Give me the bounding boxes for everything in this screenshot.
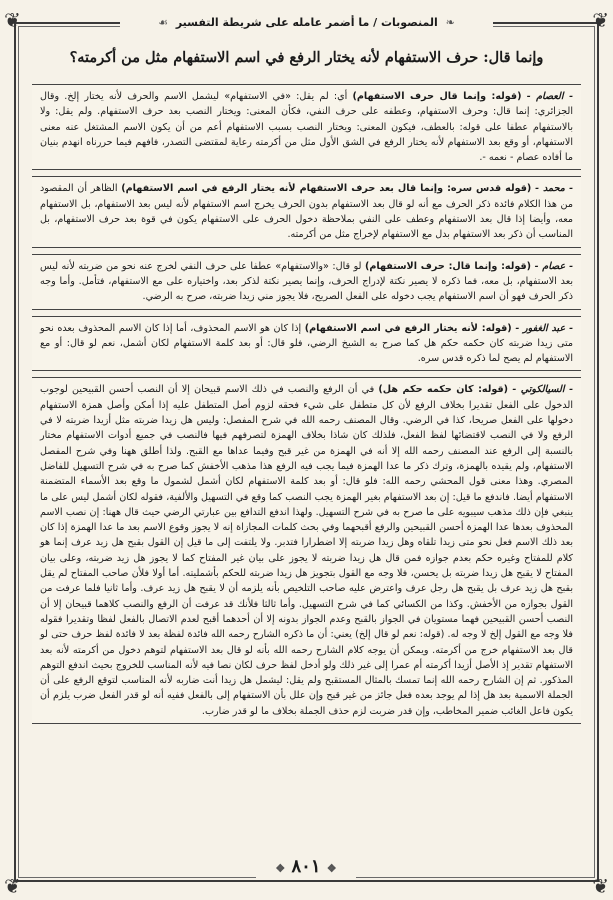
- section-text: إذا كان هو الاسم المحذوف، أما إذا كان الاسم المحذوف بعده نحو متى زيدا ضربته كان حكمه حكم هل كما صرح به الشيخ الرضي، فلو قال: أو بعد كلمة الاستفهام لكان أشمل، نعم لو قال: أو مع الاستفهام لم يصح لما ذكره قدس سره.: [40, 322, 573, 365]
- section-heading: (قوله قدس سره: وإنما قال بعد حرف الاستفهام لأنه يختار الرفع في اسم الاستفهام): [121, 183, 532, 195]
- commentary-section: [32, 316, 581, 372]
- commentary-section: [32, 377, 581, 724]
- commentator-label: - عبد الغفور -: [515, 322, 573, 334]
- page-number-text: ٨٠١: [291, 856, 321, 877]
- commentator-label: - عصام -: [534, 260, 573, 272]
- section-heading: (قوله: وإنما قال: حرف الاستفهام): [364, 260, 532, 272]
- commentary-section: [32, 84, 581, 170]
- running-header: [120, 12, 493, 34]
- ornament-icon: ❖: [326, 862, 337, 875]
- section-text: الظاهر أن المقصود من هذا الكلام فائدة ذكر الحرف مع أنه لو قال بعد الاستفهام بدون الحرف يخرج اسم الاستفهام لأنه ليس بعد الاستفهام، بل الاستفهام معه، وأيضا إذا قال بعد الاستفهام وعطف على النفي بملاحظة دخول الحرف على الاستفهام يكون في قوة بعد حرف الاستفهام، بل المناسب أن ذكر بعد الاستفهام بدل مع الاستفهام لإخراج مثل من أكرمته.: [40, 183, 573, 241]
- section-paragraph: [40, 382, 573, 719]
- section-heading: (قوله: لأنه يختار الرفع في اسم الاستفهام): [304, 322, 512, 334]
- corner-ornament-icon: ❦: [592, 8, 609, 32]
- section-text: أي: لم يقل: «في الاستفهام» ليشمل الاسم والحرف لأنه يختار إلخ. وقال الجزائري: إنما قال: وحرف الاستفهام، وعطفه على حرف النفي، فكأن المعنى: ويختار النصب بعد حرف الاستفهام. ولم يقل: ولا بالاستفهام عطفا على قوله: بالعطف، فيكون المعنى: ويختار النصب بسبب الاستفهام أعم من أن يكون الاسم المشتغل عنه معنى الاستفهام، أو وقع بعد الاستفهام لأنه يختار الرفع في الشق الأول مثل من أكرمته رعاية لمقتضى التصدر، فافهم فيما حررناه انهدم بنيان ما أفاده عصام - نعمه -.: [40, 91, 573, 164]
- section-heading: (قوله: كان حكمه حكم هل): [378, 384, 509, 396]
- running-header-text: المنصوبات / ما أضمر عامله على شريطة التفسير: [175, 16, 438, 29]
- section-paragraph: [40, 259, 573, 305]
- section-paragraph: [40, 321, 573, 367]
- commentator-label: - العصام -: [526, 91, 573, 102]
- commentary-sections: [32, 84, 581, 730]
- corner-ornament-icon: ❦: [4, 8, 21, 32]
- section-text: في أن الرفع والنصب في ذلك الاسم قبيحان إلا أن النصب أحسن القبيحين لوجوب الدخول على الفعل تقديرا بخلاف الرفع لأن كل متطفل على شيء فحقه لزوم أصل المتطفل عليه إذا أمكن وأصل همزة الاستفهام دخولها على الفعل صريحا، كذا في الرضي. وقال المصنف رحمه الله في شرح المفصل: وليس هل زيدا ضربته مثل أزيدا ضربته لا في الرفع ولا في النصب لاقتضائها لفظ الفعل، فلذلك كان شاذا بخلاف الهمزة لتصرفهم فيها فالنصب في جميع أدوات الاستفهام مختار بالنسبة إلى الرفع عند المصنف رحمه الله إلا أنه في الهمزة من غير قبح وفيما عداها مع القبح. ولذا أطلق ههنا وفي شرح المفصل الاستفهام، ولم يقيده بالهمزة، وترك ذكر ما عدا الهمزة فيما يجب فيه الرفع هذا مذهب الأخفش كما صرح به في شرح التسهيل للفاضل المصري. وهذا معنى قول المحشي رحمه الله: فلو قال: أو بعد كلمة الاستفهام لكان أشمل لشمول ما وقع بعد الأسماء المتضمنة الاستفهام أيضا. فاندفع ما قيل: إن بعد الاستفهام بغير الهمزة يجب النصب كما وقع في التسهيل والألفية، فقوله لكان أشمل ليس على ما ينبغي فإن ذلك مذهب سيبويه على ما صرح به في شرح التسهيل. ولهذا اندفع التدافع بين عبارتي الرضي حيث قال ههنا: إن نصب الاسم المحذوف بعدها عدا الهمزة أحسن القبيحين والرفع أقبحهما وفي بحث كلمات المجازاة إنه لا يجوز وقوع الاسم بعد ما عدا الهمزة إذا كان بعد ذلك الاسم فعل نحو متى زيدا تلقاه وهل زيدا ضربته إلا اضطرارا فتدبر. ولا يلتفت إلى ما قيل إن القول بقبح هل زيد عرف إنما هو كلام للمفتاح وغيره حكم بعدم جوازه فمن قال هل زيدا ضربته لا يجوز على بيان غير المفتاح كما لا يجوز هل زيد ضربته، وعلى بيان المفتاح لا يقبح هل زيدا ضربته بل يحسن، فلا وجه مع القول بتجويز هل زيدا ضربته للحكم بأشمليته. أما أولا فلأن صاحب المفتاح لم يقل بقبح هل زيد عرف بل يقبح هل رجل عرف واعترض عليه صاحب التلخيص بأنه يلزمه أن لا يقبح هل زيد عرف. وأما ثانيا فلما عرفت من القول بجوازه من الأخفش. وكذا من الكسائي كما في شرح التسهيل. وأما ثالثا فلأنك قد عرفت أن الرفع والنصب كلاهما قبيحان إلا أن النصب أحسن القبيحين فهما مستويان في الجواز بالقبح وعدم الجواز بدونه إلا أن أحدهما أقبح لعدم الاتصال بالفعل لفظا وتقديرا فقوله فلا وجه مع القول إلخ لا وجه له. (قوله: نعم لو قال إلخ) يعني: أن ما ذكره الشارح رحمه الله فائدة لفظة بعد لا فائدة لفظ حرف حتى لو قال بعد الاستفهام خرج من أكرمته. ويمكن أن يوجه كلام الشارح رحمه الله بأنه لو قال بعد الاستفهام لتوهم دخول من أكرمته لأنه بعد الاستفهام تقدير إذ الأصل أزيدا أكرمته أم عمرا إلى غير ذلك ولو أدخل لفظ حرف لكان نصا فيه لأنه المناسب للخروج بحيث اندفع التوهم المذكور. ثم إن الشارح رحمه الله إنما تمسك بالمثال المستقبح ولم يقل: ليشمل هل زيدا أنت ضاربه لأنه المناسب لتوقع الرفع على أن الجملة الاسمية بعد هل إذا لم يوجد بعده فعل جائز من غير قبح وإن علل بأن الاستفهام إلى بالفعل ففيه أنه لو قدر الفعل ضرب يلزم أن يكون فاعل الغائب ضمير المخاطب، وإن قدر ضربت لزم حذف الجملة بخلاف ما لو قدر ضارب.: [40, 384, 573, 717]
- ornament-icon: ☙: [158, 16, 168, 29]
- section-heading: (قوله: وإنما قال حرف الاستفهام): [352, 91, 522, 102]
- commentary-section: [32, 254, 581, 310]
- ornament-icon: ❧: [445, 16, 455, 29]
- corner-ornament-icon: ❦: [592, 874, 609, 898]
- section-paragraph: [40, 89, 573, 165]
- page-number: [256, 856, 356, 878]
- commentator-label: - السيالكوتي -: [512, 384, 573, 396]
- corner-ornament-icon: ❦: [4, 874, 21, 898]
- ornament-icon: ❖: [275, 862, 286, 875]
- page-title: وإنما قال: حرف الاستفهام لأنه يختار الرفع في اسم الاستفهام مثل من أكرمته؟: [69, 49, 544, 66]
- commentator-label: - محمد -: [535, 183, 573, 195]
- section-paragraph: [40, 181, 573, 242]
- commentary-section: [32, 176, 581, 247]
- section-text: لو قال: «والاستفهام» عطفا على حرف النفي لخرج عنه نحو من ضربته لأنه ليس بعد الاستفهام، بل معه، فما ذكره لا يصير نكتة لإدراج الحرف، وإنما يصير نكتة لذكر بعد، واختياره على مع الاستفهام، فتأمل. وأما وجه ذكر الحرف فهو أن اسم الاستفهام يجب دخوله على الفعل الصريح، فلا يجوز مني زيدا ضربته، صرح به الرضي.: [40, 260, 573, 303]
